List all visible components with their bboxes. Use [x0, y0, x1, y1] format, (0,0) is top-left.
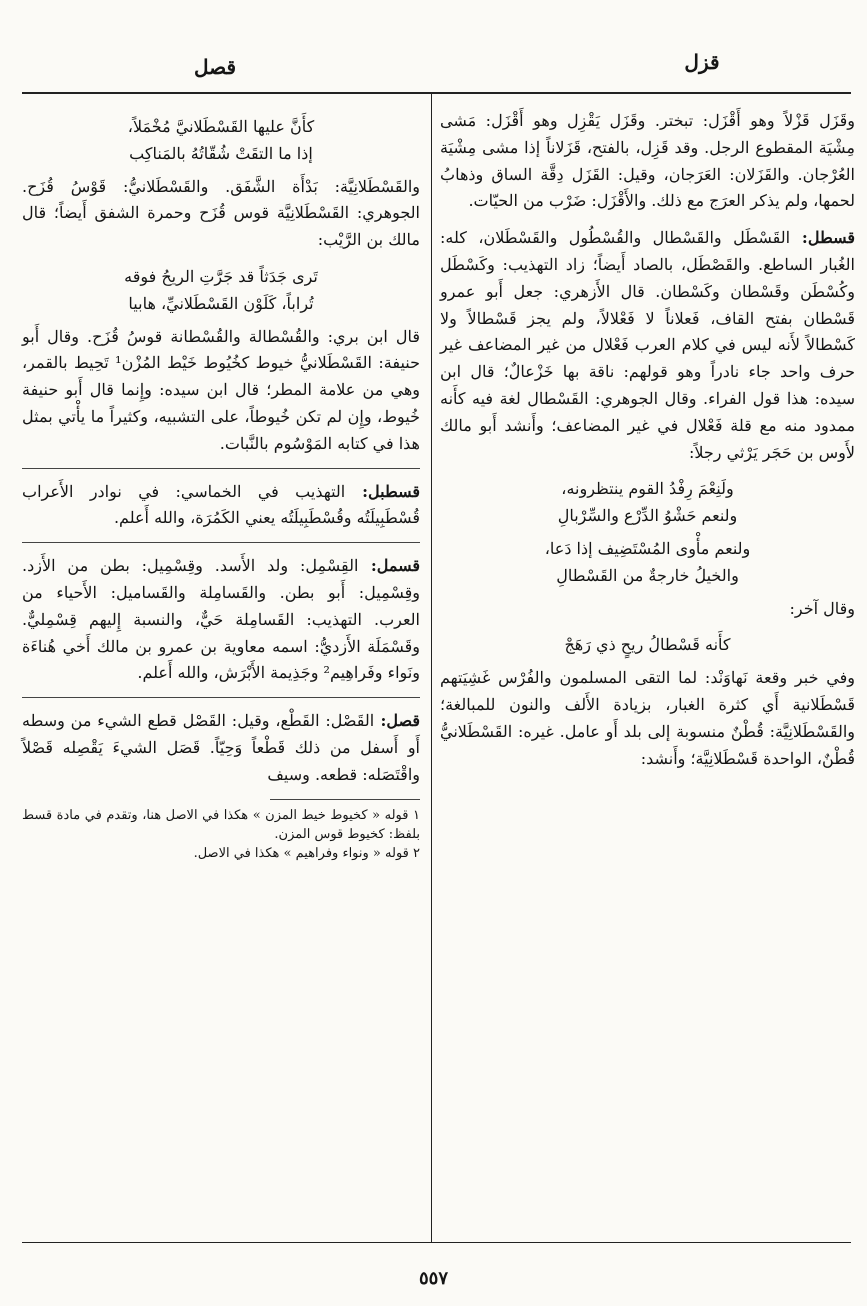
verse-block — [440, 632, 855, 659]
entry-text: وقال آخر: — [789, 598, 855, 618]
right-column — [440, 108, 855, 782]
verse-line: ولَنِعْمَ رِفْدُ القوم ينتظرونه، — [561, 479, 734, 499]
dictionary-entry — [440, 596, 855, 623]
verse-line: كأَنَّ عليها القَسْطَلانيَّ مُخْمَلاً، — [127, 117, 315, 136]
verse-line: ولنعم حَشْوُ الدِّرْع والسِّرْبالِ — [557, 506, 738, 526]
entry-text: التهذيب في الخماسي: في نوادر الأَعراب قُسْطَبِيلَتُه وقُسْطَبِيلَتُه يعني الكَمُرَة، والله أَعلم. — [22, 481, 420, 528]
verse-line: ولنعم مأْوى المُسْتَضِيف إذا دَعا، — [544, 538, 751, 558]
footnote: ١ قوله « كخيوط خيط المزن » هكذا في الاصل هنا، وتقدم في مادة قسط بلفظ: كخيوط قوس المزن. — [22, 807, 420, 842]
dictionary-entry — [440, 665, 855, 772]
verse-line: تُراباً، كَلَوْن القَسْطَلانيِّ، هابيا — [128, 293, 314, 313]
verse-line: كأَنه قَسْطالُ ريحٍ ذي رَهَجْ — [564, 635, 731, 655]
entry-separator — [22, 697, 420, 698]
verse-block — [440, 536, 855, 590]
entry-separator — [22, 542, 420, 543]
dictionary-entry — [22, 708, 420, 788]
verse-block — [22, 114, 420, 168]
entry-headword: قسمل: — [358, 556, 421, 576]
entry-text: وقَزَل قَزْلاً وهو أَقْزَل: تبختر. وقَزَل يَقْزِل وهو أَقْزَل: مَشى مِشْيَة المقطوع الرجل. وقد قَزِل، بالفتح، قَزَلاناً إذا مشى مِشْيَة العُرْجان. والقَزَلان: العَرَجان، وقيل: القَزَل دِقَّة الساق وذهابُ لحمها، ولم يذكر العرَج مع ذلك. والأَقْزَل: ضَرْب من الحيّات. — [440, 111, 855, 211]
entry-text: القَصْل: القَطْع، وقيل: القَصْل قطع الشيء من وسطه أَو أَسفل من ذلك قَطْعاً وَحِيّاً. قَصَل الشيءَ يَقْصِله قَصْلاً واقْتَصَله: قطعه. وسيف — [22, 711, 420, 784]
left-column — [22, 108, 420, 863]
entry-text: القِسْمِل: ولد الأَسد. وقِسْمِيل: بطن من الأَزد. وقِسْمِيل: أَبو بطن. والقَسامِلة والقَساميل: الأَحياء من العرب. التهذيب: القَسامِلة حَيٌّ، والنسبة إِليهم قِسْمِليٌّ. وقَسْمَلَة الأَزديُّ: اسمه معاوية بن عمرو بن مالك أَخي هُناءَة ونَواء وفَراهِيم² وجَذِيمة الأَبْرَش، والله أَعلم. — [22, 556, 420, 683]
entry-text: قال ابن بري: والقُسْطالة والقُسْطانة قوسُ قُزَح. وقال أَبو حنيفة: القَسْطَلانيُّ خيوط كخُيُوط خَيْط المُزْن¹ تَحِيط بالقمر، وهي من علامة المطر؛ قال ابن سيده: وإِنما قال أَبو حنيفة خُيوط، وإِن لم تكن خُيوطاً، على التشبيه، وكثيراً ما يأْتي بمثل هذا في كتابه المَوْسُوم بالنَّبات. — [22, 326, 420, 453]
verse-line: والخيلُ خارجةٌ من القَسْطالِ — [556, 565, 739, 585]
guide-word-right: قزل — [684, 50, 720, 74]
entry-separator — [22, 468, 420, 469]
entry-headword: قسطبل: — [345, 481, 421, 501]
dictionary-entry — [440, 225, 855, 466]
footnote-separator — [270, 799, 420, 800]
page-number: ٥٥٧ — [418, 1268, 448, 1289]
dictionary-entry — [440, 108, 855, 215]
entry-text: القَسْطَل والقَسْطال والقُسْطُول والقَسْطَلان، كله: الغُبار الساطع. والقَصْطَل، بالصاد أَيضاً؛ زاد التهذيب: وكَسْطَل وكُسْطَن وقَسْطان وكَسْطان. قال الأَزهري: جعل أَبو عمرو قَسْطان بفتح القاف، فَعلاناً لا فَعْلالاً، ولم يجز قَسْطالاً ولا كَسْطالاً لأَنه ليس في كلام العرب فَعْلال من غير المضاعف غير حرف واحد جاء نادراً وهو قولهم: ناقة بها خَزْعالٌ؛ قال ابن سيده: هذا قول الفراء. وقال الجوهري: القَسْطال لغة فيه كأَنه ممدود منه مع قلة فَعْلال في غير المضاعف؛ وأَنشد أَبو مالك لأَوس بن حَجَر يَرْثي رجلاً: — [440, 228, 855, 462]
dictionary-entry — [22, 553, 420, 687]
dictionary-entry — [22, 324, 420, 458]
guide-word-left: قصل — [193, 55, 237, 79]
entry-headword: قصل: — [374, 711, 420, 731]
verse-line: تَرى جَدَثاً قد جَرَّتِ الريحُ فوقه — [124, 266, 318, 286]
entry-headword: قسطل: — [790, 228, 856, 248]
footer-rule — [22, 1242, 851, 1243]
verse-block — [22, 264, 420, 318]
dictionary-entry — [22, 479, 420, 533]
entry-text: وفي خبر وقعة نَهاوَنْد: لما التقى المسلمون والفُرْس غَشِيَتهم قَسْطَلانية أَي كثرة الغبار، بزيادة الأَلف والنون للمبالغة؛ والقَسْطَلانِيَّة: قُطْنٌ منسوبة إلى بلد أَو عامل. غيره: القَسْطَلانيُّ قُطْنٌ، الواحدة قَسْطَلانِيَّة؛ وأَنشد: — [440, 668, 855, 768]
footnote: ٢ قوله « ونواء وفراهيم » هكذا في الاصل. — [193, 845, 420, 861]
header-rule — [22, 92, 851, 94]
dictionary-entry — [22, 174, 420, 254]
column-divider — [431, 94, 432, 1242]
verse-line: إذا ما التقَتْ شُقّاتُهُ بالمَناكِب — [129, 143, 313, 163]
verse-block — [440, 476, 855, 530]
entry-text: والقَسْطَلانِيَّة: بَدْأَة الشَّفَق. والقَسْطَلانيُّ: قَوْسُ قُزَح. الجوهري: القَسْطَلانِيَّة قوس قُزَح وحمرة الشفق أَيضاً؛ قال مالك بن الرَّيْب: — [22, 176, 420, 250]
